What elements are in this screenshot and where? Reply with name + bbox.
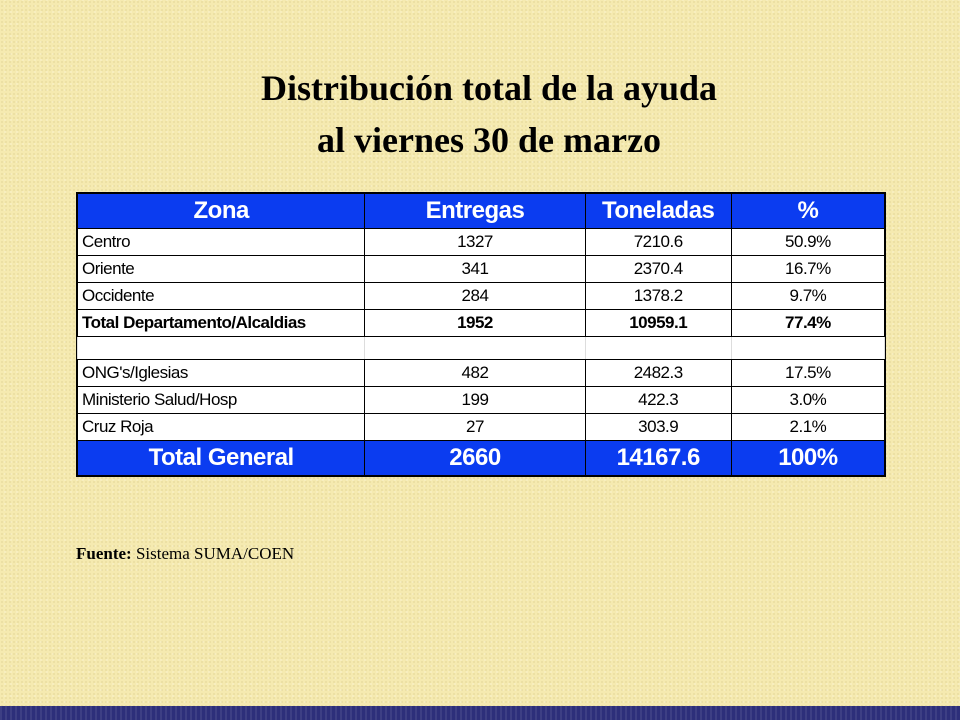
cell-entregas: 2660: [365, 441, 585, 476]
cell-toneladas: 303.9: [585, 414, 731, 441]
cell-zona: Total Departamento/Alcaldias: [78, 310, 365, 337]
cell-entregas: 341: [365, 256, 585, 283]
cell-entregas: 27: [365, 414, 585, 441]
cell-entregas: 284: [365, 283, 585, 310]
title-line-2: al viernes 30 de marzo: [317, 120, 661, 160]
slide-title: [0, 62, 960, 166]
subtotal-row: [78, 310, 885, 337]
table-row: [78, 414, 885, 441]
title-line-1: Distribución total de la ayuda: [260, 68, 718, 108]
aid-distribution-table: [76, 192, 886, 477]
total-row: [78, 441, 885, 476]
cell-percent: 77.4%: [731, 310, 884, 337]
cell-toneladas: 14167.6: [585, 441, 731, 476]
cell-toneladas: 7210.6: [585, 229, 731, 256]
table-header-row: [78, 194, 885, 229]
cell-toneladas: 10959.1: [585, 310, 731, 337]
cell-toneladas: 2482.3: [585, 360, 731, 387]
cell-entregas: 482: [365, 360, 585, 387]
cell-percent: 16.7%: [731, 256, 884, 283]
cell-entregas: 199: [365, 387, 585, 414]
header-toneladas: Toneladas: [585, 194, 731, 229]
cell-toneladas: 2370.4: [585, 256, 731, 283]
source-label: Fuente:: [76, 544, 132, 563]
source-note: [76, 544, 294, 564]
spacer-cell: [78, 337, 365, 360]
cell-percent: 9.7%: [731, 283, 884, 310]
cell-percent: 3.0%: [731, 387, 884, 414]
cell-percent: 50.9%: [731, 229, 884, 256]
cell-zona: Total General: [78, 441, 365, 476]
cell-percent: 2.1%: [731, 414, 884, 441]
table-row: [78, 360, 885, 387]
spacer-cell: [365, 337, 585, 360]
table-row: [78, 387, 885, 414]
header-percent: %: [731, 194, 884, 229]
cell-zona: Ministerio Salud/Hosp: [78, 387, 365, 414]
table-row: [78, 283, 885, 310]
spacer-row: [78, 337, 885, 360]
cell-percent: 17.5%: [731, 360, 884, 387]
bottom-bar: [0, 706, 960, 720]
cell-entregas: 1952: [365, 310, 585, 337]
cell-toneladas: 1378.2: [585, 283, 731, 310]
cell-zona: Centro: [78, 229, 365, 256]
header-entregas: Entregas: [365, 194, 585, 229]
cell-zona: Oriente: [78, 256, 365, 283]
table-row: [78, 229, 885, 256]
spacer-cell: [585, 337, 731, 360]
cell-zona: ONG's/Iglesias: [78, 360, 365, 387]
source-text: Sistema SUMA/COEN: [135, 544, 295, 563]
cell-zona: Cruz Roja: [78, 414, 365, 441]
cell-toneladas: 422.3: [585, 387, 731, 414]
cell-percent: 100%: [731, 441, 884, 476]
cell-zona: Occidente: [78, 283, 365, 310]
header-zona: Zona: [78, 194, 365, 229]
spacer-cell: [731, 337, 884, 360]
table-row: [78, 256, 885, 283]
cell-entregas: 1327: [365, 229, 585, 256]
